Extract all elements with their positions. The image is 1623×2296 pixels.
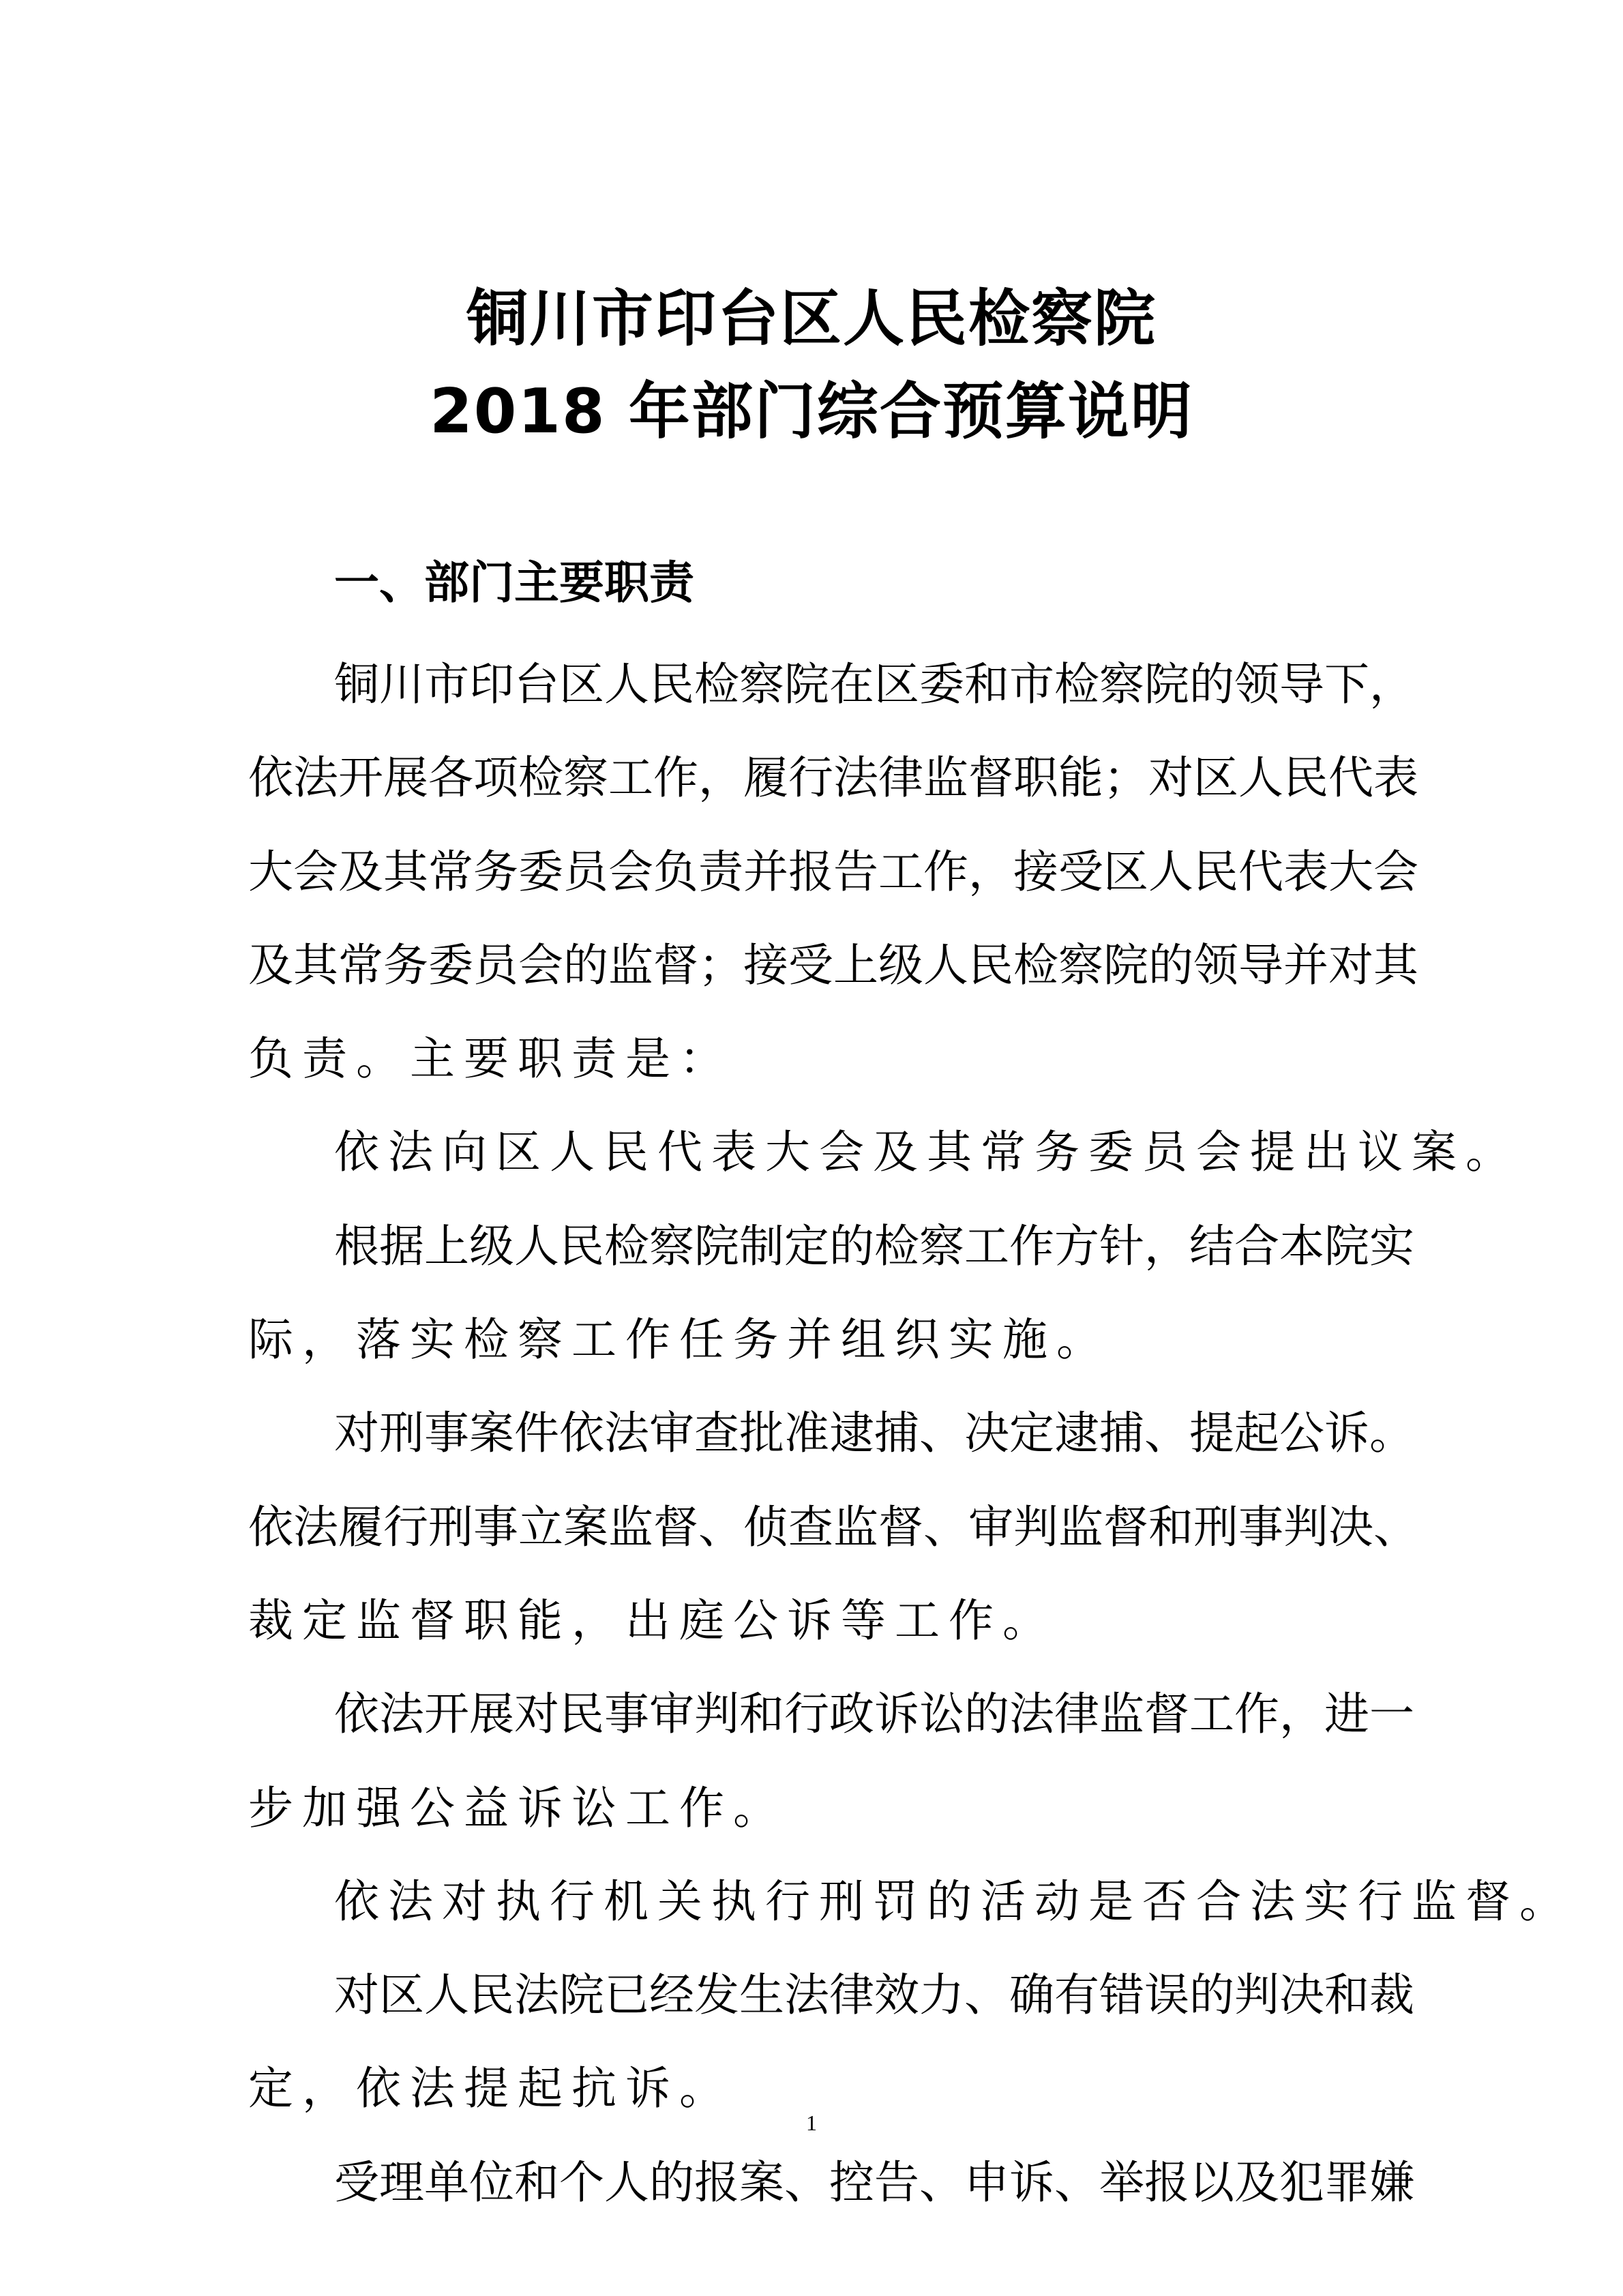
body-line: 及 其 常 务 委 员 会 的 监 督 ； 接 受 上 级 人 民 检 察 院 的 领 导 并 对 其 — [248, 938, 1418, 992]
page-number: 1 — [806, 2111, 817, 2135]
body-line: 定 ， 依 法 提 起 抗 诉 。 — [248, 2062, 733, 2115]
body-line: 对 刑 事 案 件 依 法 审 查 批 准 逮 捕 、 决 定 逮 捕 、 提 起 公 诉 。 — [334, 1407, 1414, 1460]
section-heading: 一、部门主要职责 — [334, 556, 694, 609]
body-line: 际 ， 落 实 检 察 工 作 任 务 并 组 织 实 施 。 — [248, 1313, 1110, 1367]
body-line: 依 法 对 执 行 机 关 执 行 刑 罚 的 活 动 是 否 合 法 实 行 监 督 。 — [334, 1875, 1573, 1928]
title-line-2: 2018 年部门综合预算说明 — [430, 376, 1193, 447]
body-line: 对 区 人 民 法 院 已 经 发 生 法 律 效 力 、 确 有 错 误 的 判 决 和 裁 — [334, 1969, 1414, 2022]
body-line: 依 法 开 展 各 项 检 察 工 作 ， 履 行 法 律 监 督 职 能 ； 对 区 人 民 代 表 — [248, 751, 1418, 805]
body-line: 受 理 单 位 和 个 人 的 报 案 、 控 告 、 申 诉 、 举 报 以 及 犯 罪 嫌 — [334, 2156, 1414, 2209]
body-line: 依 法 向 区 人 民 代 表 大 会 及 其 常 务 委 员 会 提 出 议 案 。 — [334, 1126, 1519, 1179]
body-line: 依 法 履 行 刑 事 立 案 监 督 、 侦 查 监 督 、 审 判 监 督 和 刑 事 判 决 、 — [248, 1500, 1418, 1553]
body-line: 铜 川 市 印 台 区 人 民 检 察 院 在 区 委 和 市 检 察 院 的 领 导 下 ， — [334, 658, 1414, 711]
body-text — [248, 638, 1573, 2229]
body-line: 依 法 开 展 对 民 事 审 判 和 行 政 诉 讼 的 法 律 监 督 工 作 ， 进 一 — [334, 1688, 1414, 1741]
body-line: 根 据 上 级 人 民 检 察 院 制 定 的 检 察 工 作 方 针 ， 结 合 本 院 实 — [334, 1219, 1414, 1272]
body-line: 步 加 强 公 益 诉 讼 工 作 。 — [248, 1781, 787, 1834]
body-line: 大 会 及 其 常 务 委 员 会 负 责 并 报 告 工 作 ， 接 受 区 人 民 代 表 大 会 — [248, 845, 1418, 898]
body-line: 负 责 。 主 要 职 责 是 ： — [248, 1032, 733, 1086]
document-title — [0, 273, 1623, 458]
body-line: 裁 定 监 督 职 能 ， 出 庭 公 诉 等 工 作 。 — [248, 1594, 1056, 1647]
title-line-1: 铜川市印台区人民检察院 — [466, 283, 1157, 355]
